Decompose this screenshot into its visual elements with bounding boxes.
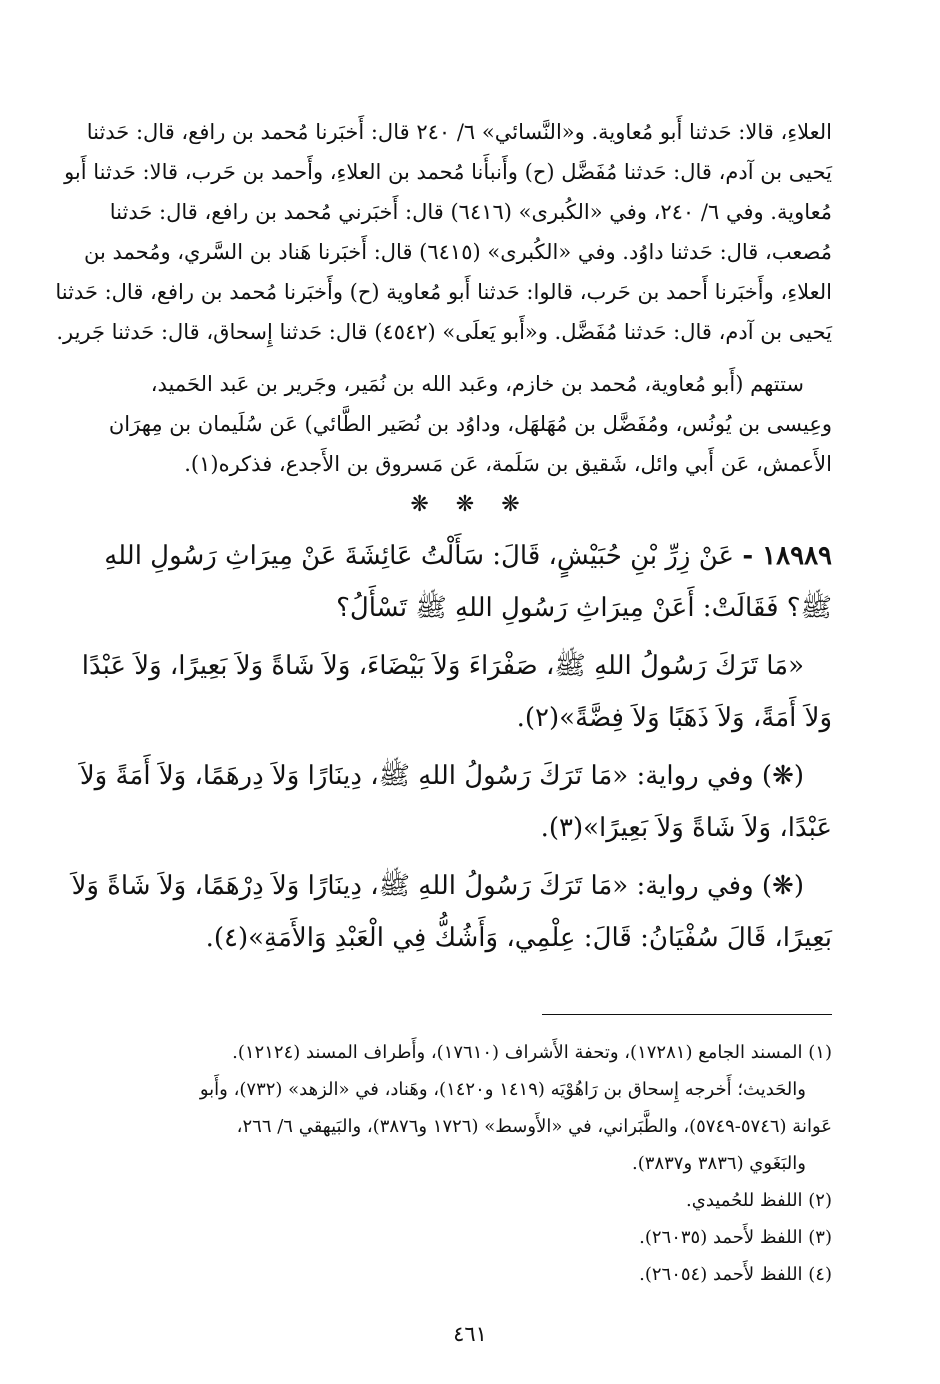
- section-separator: ❋ ❋ ❋: [410, 492, 530, 517]
- text-line: الأَعمش، عَن أَبي وائل، شَقيق بن سَلَمة، عَن مَسروق بن الأَجدع، فذكره(١).: [184, 452, 832, 476]
- riwaya-2: [71, 860, 832, 964]
- text-line: مُصعب، قال: حَدثنا داوُد. وفي «الكُبرى» (٦٤١٥) قال: أَخبَرنا هَناد بن السَّري، ومُحمد بن: [83, 240, 832, 264]
- footnote-1: (١) المسند الجامع (١٧٢٨١)، وتحفة الأَشراف (١٧٦١٠)، وأَطراف المسند (١٢١٢٤).: [232, 1042, 832, 1063]
- text-line: بَعِيرًا، قَالَ سُفْيَانُ: قَالَ: عِلْمِي، وَأَشُكُّ فِي الْعَبْدِ وَالأَمَةِ»(٤).: [205, 923, 832, 953]
- page-number: ٤٦١: [453, 1322, 487, 1346]
- text-line: ﷺ؟ فَقَالَتْ: أَعَنْ مِيرَاثِ رَسُولِ اللهِ ﷺ تَسْأَلُ؟: [336, 593, 832, 623]
- hadith-quote: [81, 640, 832, 744]
- top-paragraph: [55, 112, 832, 352]
- text-line: وَلاَ أَمَةً، وَلاَ ذَهَبًا وَلاَ فِضَّةً»(٢).: [516, 703, 832, 733]
- text-line: (❋) وفي رواية: «مَا تَرَكَ رَسُولُ اللهِ ﷺ، دِينَارًا وَلاَ دِرْهَمًا، وَلاَ شَاةً وَلاَ: [71, 871, 804, 901]
- footnote-4: (٤) اللفظ لأَحمد (٢٦٠٥٤).: [639, 1264, 832, 1285]
- text-line: العلاءِ، قالا: حَدثنا أَبو مُعاوية. و«النَّسائي» ٦/ ٢٤٠ قال: أَخبَرنا مُحمد بن رافع، قال: حَدثنا: [86, 120, 832, 144]
- text-line: عَبْدًا، وَلاَ شَاةً وَلاَ بَعِيرًا»(٣).: [540, 813, 832, 843]
- footnote-rule: [542, 1014, 832, 1015]
- text-line: «مَا تَرَكَ رَسُولُ اللهِ ﷺ، صَفْرَاءَ وَلاَ بَيْضَاءَ، وَلاَ شَاةً وَلاَ بَعِيرًا، وَلاَ عَبْدًا: [81, 651, 804, 681]
- footnote-1-continued: والبَغَوي (٣٨٣٦ و٣٨٣٧).: [632, 1153, 806, 1174]
- text-line: مُعاوية. وفي ٦/ ٢٤٠، وفي «الكُبرى» (٦٤١٦) قال: أَخبَرني مُحمد بن رافع، قال: حَدثنا: [109, 200, 832, 224]
- riwaya-1: [79, 750, 832, 854]
- hadith-opening: [104, 530, 832, 634]
- text-line: (❋) وفي رواية: «مَا تَرَكَ رَسُولُ اللهِ ﷺ، دِينَارًا وَلاَ دِرهَمًا، وَلاَ أَمَةً وَلاَ: [79, 761, 804, 791]
- text-line: العلاءِ، وأَخبَرنا أَحمد بن حَرب، قالوا: حَدثنا أَبو مُعاوية (ح) وأَخبَرنا مُحمد بن رافع، قال: حَدثنا: [55, 280, 832, 304]
- footnote-2: (٢) اللفظ للحُميدي.: [686, 1190, 832, 1211]
- text-line: ستتهم (أَبو مُعاوية، مُحمد بن خازم، وعَبد الله بن نُمَير، وجَرير بن عَبد الحَميد،: [150, 372, 804, 396]
- footnote-1-continued: والحَديث؛ أَخرجه إِسحاق بن رَاهُوْيَه (١٤١٩ و١٤٢٠)، وهَناد، في «الزهد» (٧٣٢)، وأَبو: [199, 1079, 806, 1100]
- hadith-number: ١٨٩٨٩ -: [742, 541, 832, 571]
- footnotes: [100, 1034, 832, 1293]
- text-line: وعِيسى بن يُونُس، ومُفَضَّل بن مُهَلهَل، وداوُد بن نُصَير الطَّائي) عَن سُلَيمان بن مِهرَان: [108, 412, 832, 436]
- isnad-paragraph: [108, 364, 832, 484]
- text-line: يَحيى بن آدم، قال: حَدثنا مُفَضَّل (ح) وأَنبأَنا مُحمد بن العلاءِ، وأَحمد بن حَرب، قالا: حَدثنا أَبو: [64, 160, 832, 184]
- footnote-1-continued: عَوانة (٥٧٤٦-٥٧٤٩)، والطَّبَراني، في «الأَوسط» (١٧٢٦ و٣٨٧٦)، والبَيهقي ٦/ ٢٦٦،: [236, 1116, 832, 1137]
- footnote-3: (٣) اللفظ لأَحمد (٢٦٠٣٥).: [639, 1227, 832, 1248]
- text-line: يَحيى بن آدم، قال: حَدثنا مُفَضَّل. و«أَبو يَعلَى» (٤٥٤٢) قال: حَدثنا إِسحاق، قال: حَدثنا جَرير.: [56, 320, 832, 344]
- hadith-text: عَنْ زِرِّ بْنِ حُبَيْشٍ، قَالَ: سَأَلْتُ عَائِشَةَ عَنْ مِيرَاثِ رَسُولِ اللهِ: [104, 541, 735, 571]
- text-line: [104, 530, 832, 582]
